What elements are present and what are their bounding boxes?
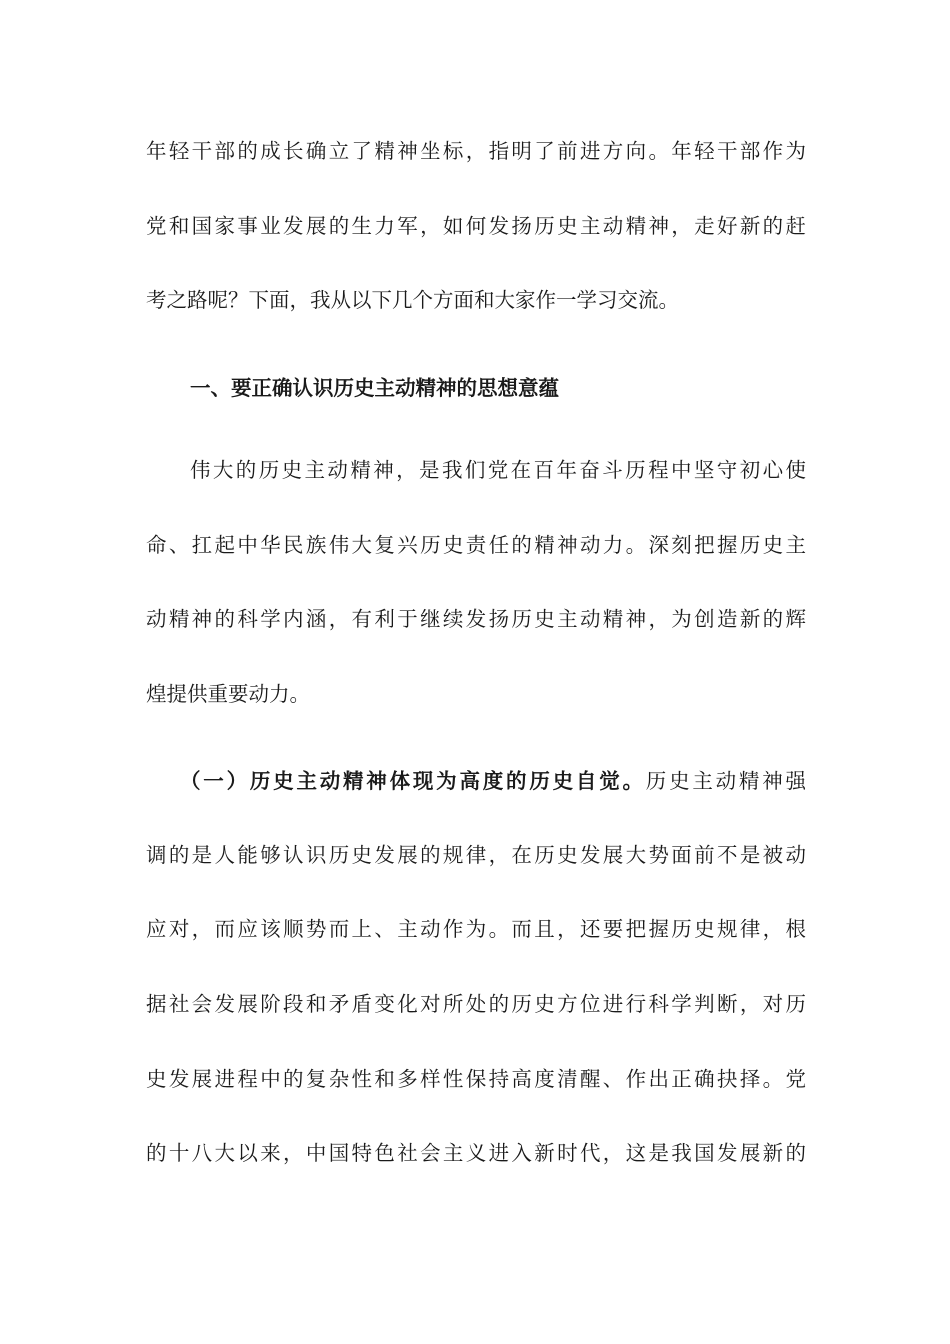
paragraph-line-1: 伟大的历史主动精神，是我们党在百年奋斗历程中坚守初心使 [190,458,806,482]
intro-line-1: 年轻干部的成长确立了精神坐标，指明了前进方向。年轻干部作为 [146,139,806,163]
section-heading: 一、要正确认识历史主动精神的思想意蕴 [190,376,559,400]
subsection-lead-line [180,766,806,796]
paragraph-line-4: 煌提供重要动力。 [146,682,310,706]
subsection-heading: （一）历史主动精神体现为高度的历史自觉。 [180,769,646,793]
subsection-line-3: 据社会发展阶段和矛盾变化对所处的历史方位进行科学判断，对历 [146,992,806,1016]
subsection-line-2: 应对，而应该顺势而上、主动作为。而且，还要把握历史规律，根 [146,917,806,941]
paragraph-line-2: 命、扛起中华民族伟大复兴历史责任的精神动力。深刻把握历史主 [146,533,806,557]
intro-line-3: 考之路呢？下面，我从以下几个方面和大家作一学习交流。 [146,288,679,312]
intro-line-2: 党和国家事业发展的生力军，如何发扬历史主动精神，走好新的赶 [146,214,806,238]
subsection-line-1: 调的是人能够认识历史发展的规律，在历史发展大势面前不是被动 [146,843,806,867]
subsection-line-5: 的十八大以来，中国特色社会主义进入新时代，这是我国发展新的 [146,1141,806,1165]
subsection-line-4: 史发展进程中的复杂性和多样性保持高度清醒、作出正确抉择。党 [146,1067,806,1091]
subsection-lead-rest: 历史主动精神强 [645,769,807,793]
paragraph-line-3: 动精神的科学内涵，有利于继续发扬历史主动精神，为创造新的辉 [146,607,806,631]
